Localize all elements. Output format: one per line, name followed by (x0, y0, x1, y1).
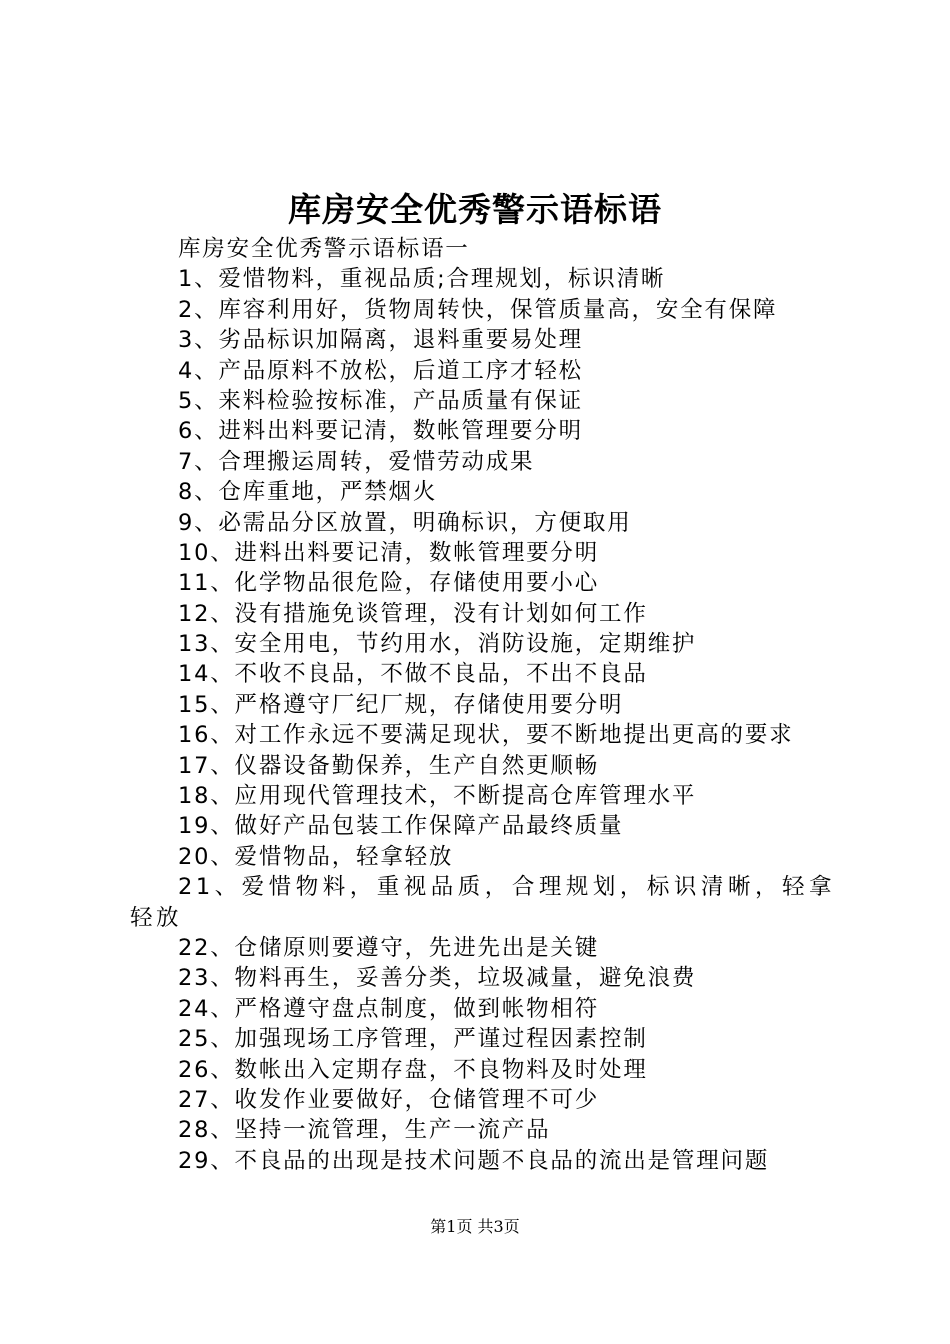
list-item: 18、应用现代管理技术，不断提高仓库管理水平 (178, 783, 697, 810)
list-item: 26、数帐出入定期存盘，不良物料及时处理 (178, 1056, 648, 1083)
section-heading: 库房安全优秀警示语标语一 (178, 236, 470, 262)
list-item: 6、进料出料要记清，数帐管理要分明 (178, 418, 583, 445)
list-item: 23、物料再生，妥善分类，垃圾减量，避免浪费 (178, 965, 697, 992)
list-item: 27、收发作业要做好，仓储管理不可少 (178, 1086, 600, 1113)
list-item: 7、合理搬运周转，爱惜劳动成果 (178, 448, 535, 475)
list-item: 14、不收不良品，不做不良品，不出不良品 (178, 661, 648, 688)
list-item: 20、爱惜物品，轻拿轻放 (178, 843, 454, 870)
page-number-footer: 第1页 共3页 (430, 1217, 520, 1236)
list-item: 3、劣品标识加隔离，退料重要易处理 (178, 327, 583, 354)
document-title: 库房安全优秀警示语标语 (288, 190, 662, 229)
list-item: 11、化学物品很危险，存储使用要小心 (178, 570, 600, 597)
list-item: 10、进料出料要记清，数帐管理要分明 (178, 539, 600, 566)
list-item: 28、坚持一流管理，生产一流产品 (178, 1117, 551, 1144)
list-item: 1、爱惜物料，重视品质;合理规划，标识清晰 (178, 266, 666, 293)
list-item: 16、对工作永远不要满足现状，要不断地提出更高的要求 (178, 722, 794, 749)
list-item: 12、没有措施免谈管理，没有计划如何工作 (178, 600, 648, 627)
list-item: 4、产品原料不放松，后道工序才轻松 (178, 357, 583, 384)
document-body (130, 234, 835, 1176)
list-item: 29、不良品的出现是技术问题不良品的流出是管理问题 (178, 1147, 770, 1174)
list-item: 17、仪器设备勤保养，生产自然更顺畅 (178, 752, 600, 779)
list-item: 2、库容利用好，货物周转快，保管质量高，安全有保障 (178, 296, 778, 323)
list-item: 19、做好产品包装工作保障产品最终质量 (178, 813, 624, 840)
list-item: 13、安全用电，节约用水，消防设施，定期维护 (178, 631, 697, 658)
list-item: 24、严格遵守盘点制度，做到帐物相符 (178, 995, 600, 1022)
list-item: 21、爱惜物料，重视品质，合理规划，标识清晰，轻拿轻放 (130, 874, 835, 931)
list-item: 15、严格遵守厂纪厂规，存储使用要分明 (178, 691, 624, 718)
list-item: 5、来料检验按标准，产品质量有保证 (178, 387, 583, 414)
list-item: 22、仓储原则要遵守，先进先出是关键 (178, 935, 600, 962)
list-item: 8、仓库重地，严禁烟火 (178, 479, 438, 506)
list-item: 25、加强现场工序管理，严谨过程因素控制 (178, 1026, 648, 1053)
list-item: 9、必需品分区放置，明确标识，方便取用 (178, 509, 632, 536)
